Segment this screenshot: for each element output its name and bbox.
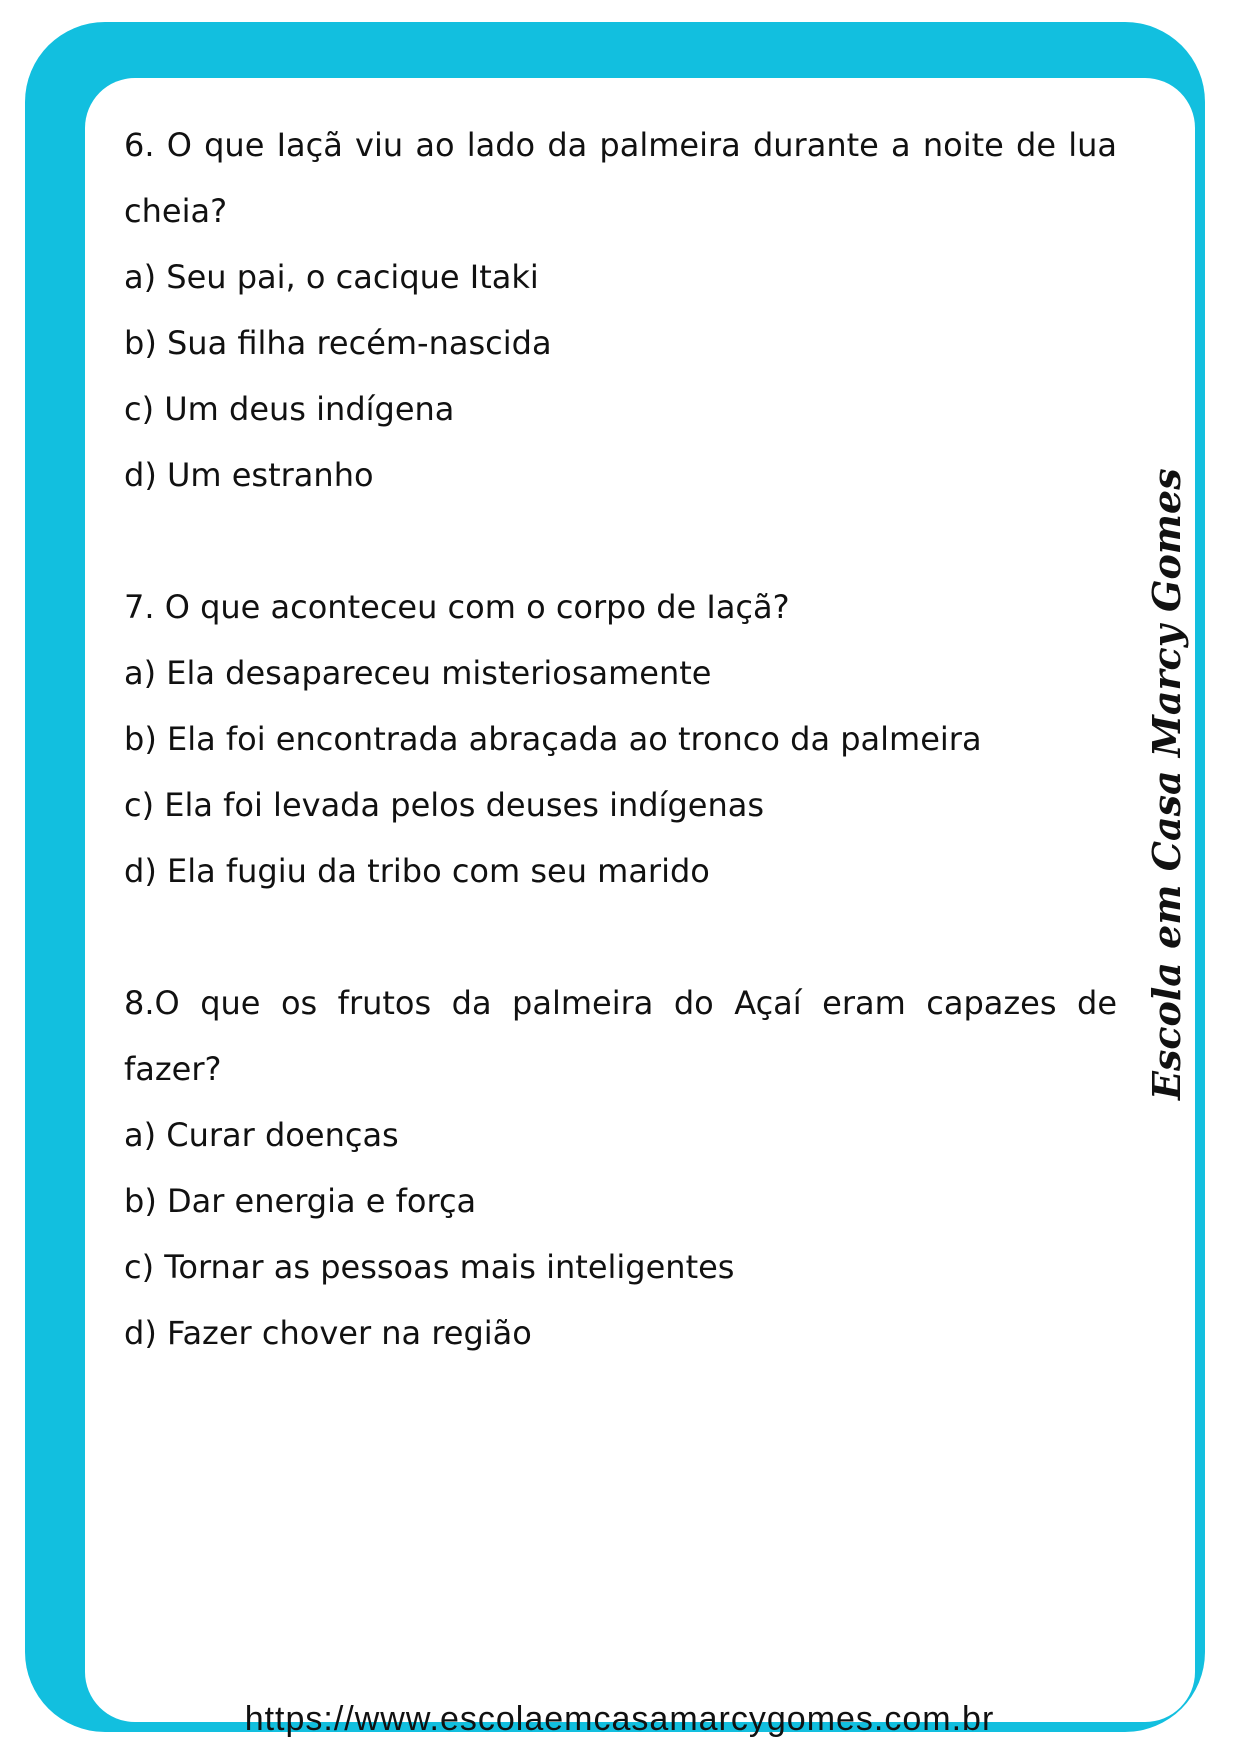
question-option: c) Um deus indígena [124,390,455,428]
spacer [124,508,1117,574]
questions-content [124,112,1117,1366]
side-brand-text: Escola em Casa Marcy Gomes [1144,468,1189,1100]
question-option: b) Sua filha recém-nascida [124,324,552,362]
question-option: a) Seu pai, o cacique Itaki [124,258,539,296]
question-option: a) Curar doenças [124,1116,399,1154]
question-option: d) Fazer chover na região [124,1314,532,1352]
question-option: c) Tornar as pessoas mais inteligentes [124,1248,735,1286]
question-8 [124,970,1117,1366]
question-option: b) Dar energia e força [124,1182,477,1220]
question-option: d) Ela fugiu da tribo com seu marido [124,852,710,890]
spacer [124,904,1117,970]
question-7 [124,574,1117,904]
question-option: b) Ela foi encontrada abraçada ao tronco da palmeira [124,720,982,758]
question-option: a) Ela desapareceu misteriosamente [124,654,712,692]
question-title: 7. O que aconteceu com o corpo de Iaçã? [124,588,790,626]
question-title: 8.O que os frutos da palmeira do Açaí eram capazes de fazer? [124,984,1117,1088]
question-title: 6. O que Iaçã viu ao lado da palmeira durante a noite de lua cheia? [124,126,1117,230]
question-option: c) Ela foi levada pelos deuses indígenas [124,786,764,824]
question-6 [124,112,1117,508]
question-option: d) Um estranho [124,456,374,494]
footer-url[interactable]: https://www.escolaemcasamarcygomes.com.br [244,1700,995,1738]
